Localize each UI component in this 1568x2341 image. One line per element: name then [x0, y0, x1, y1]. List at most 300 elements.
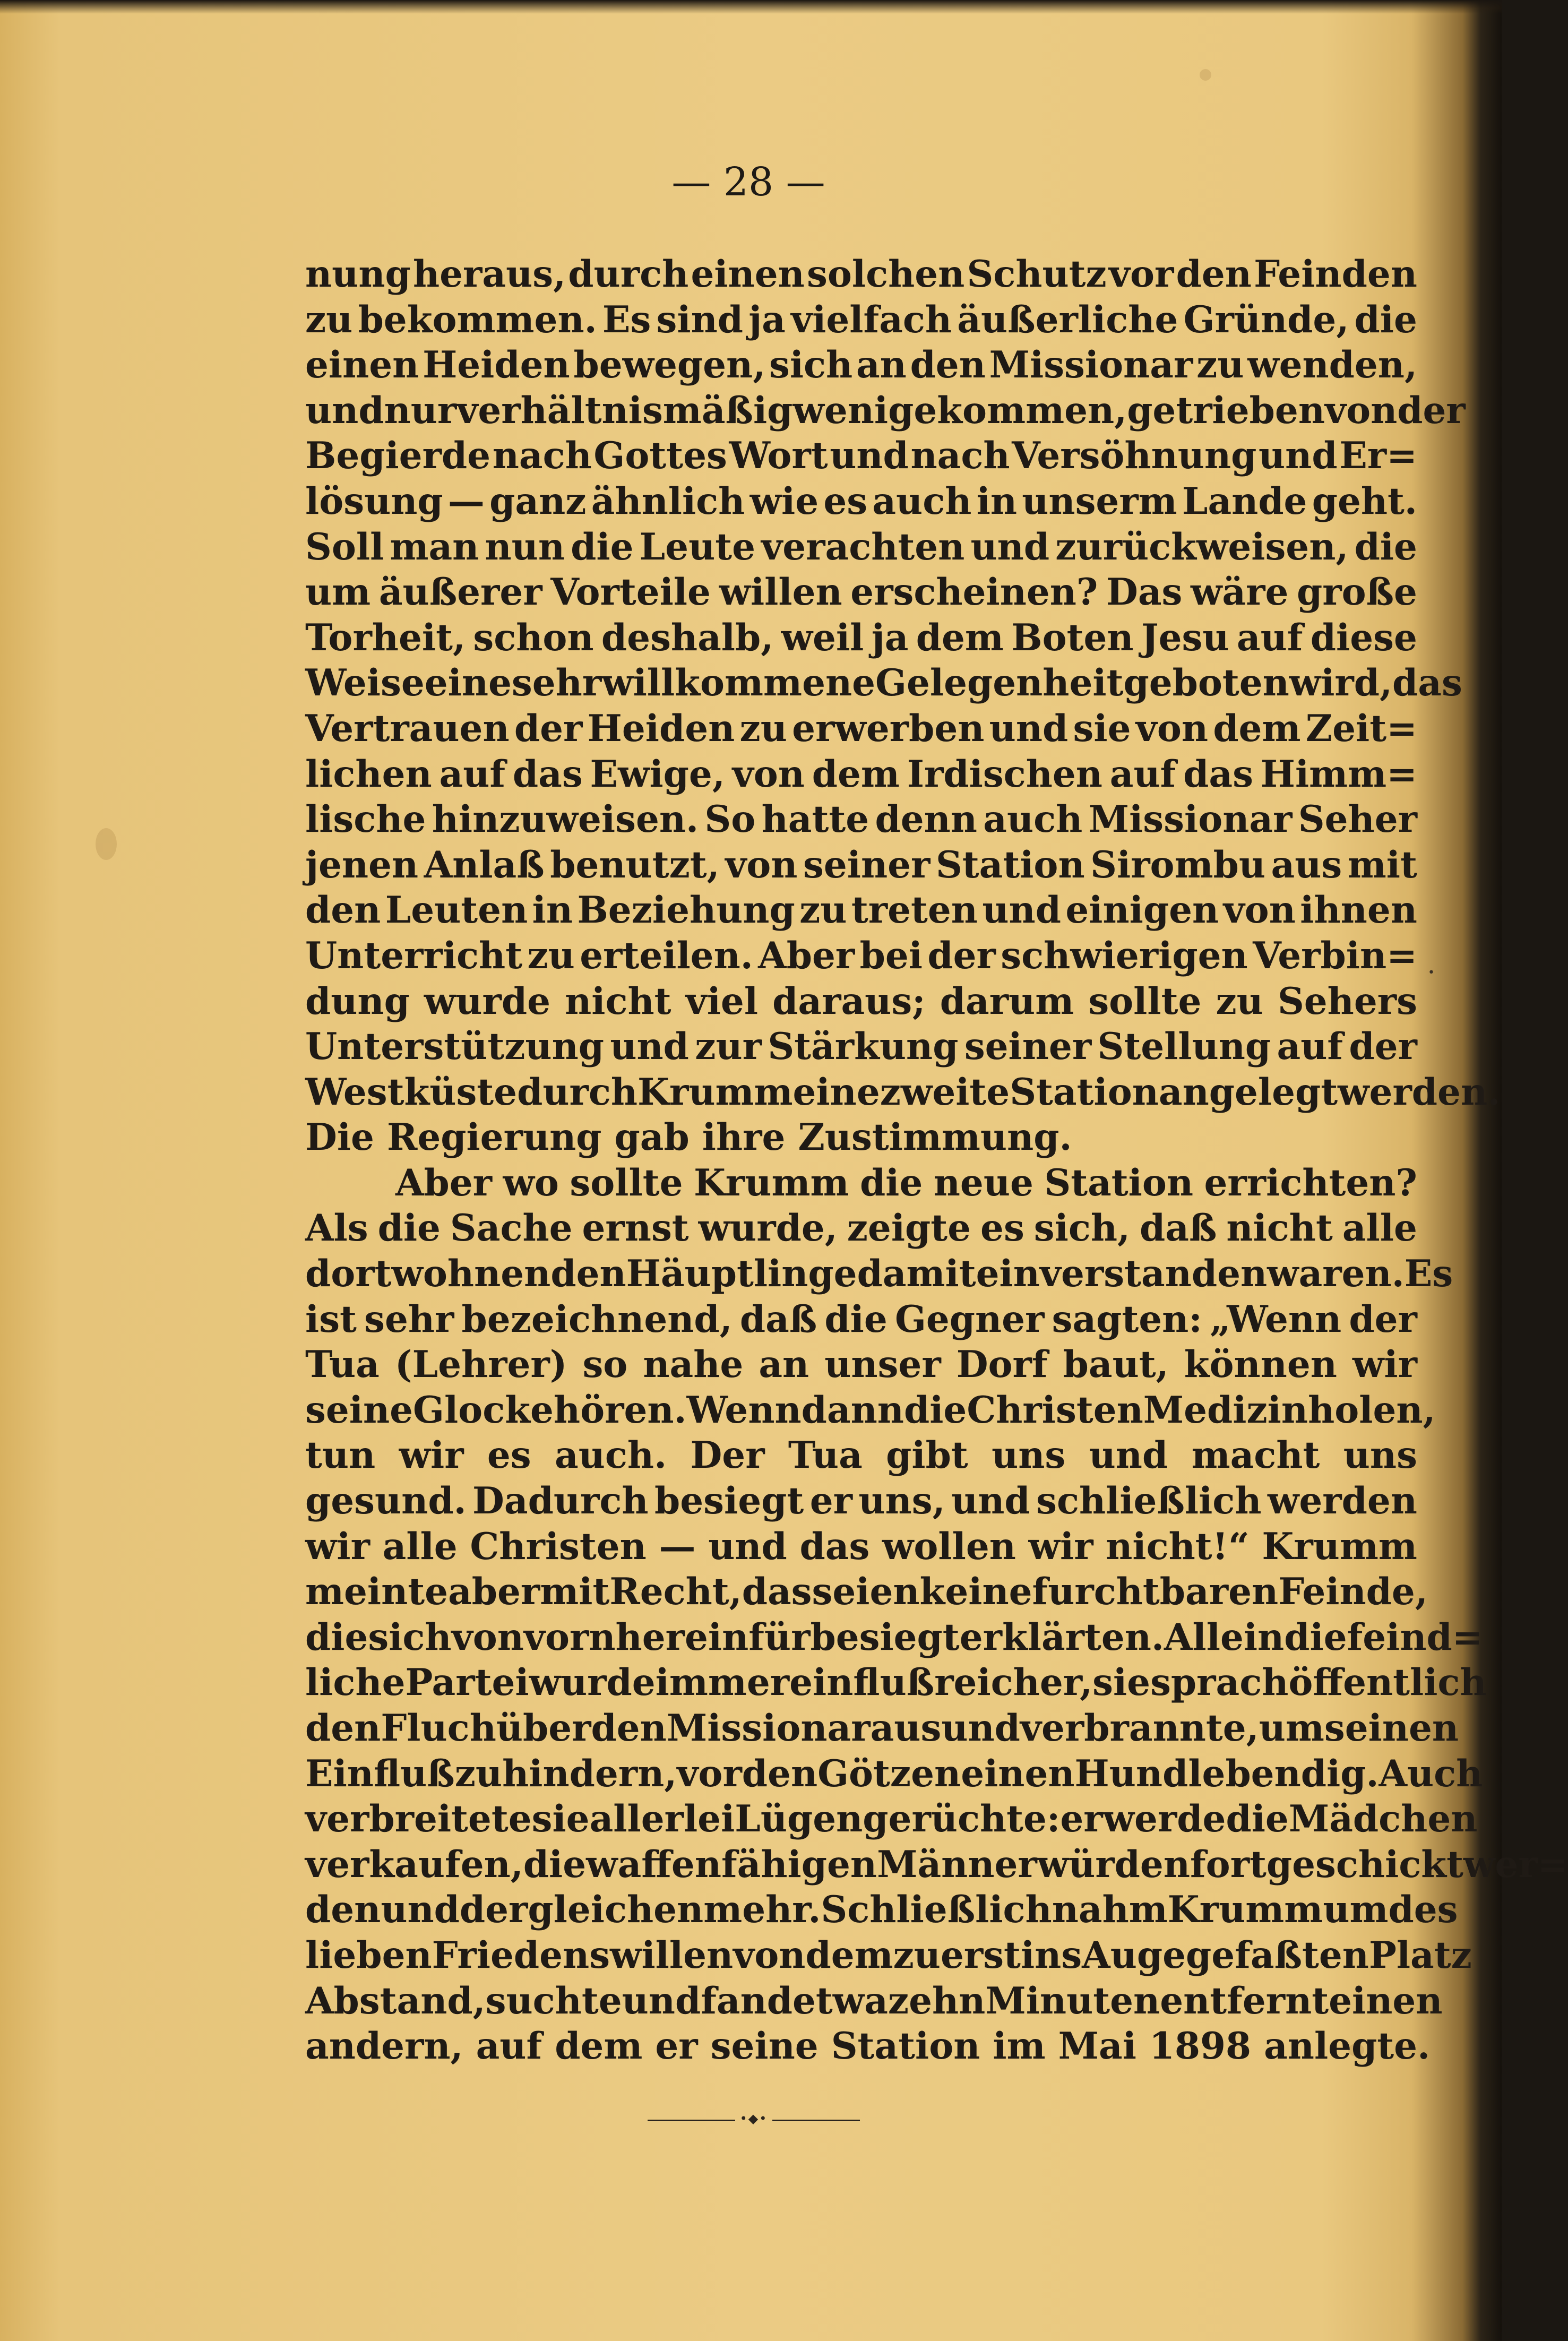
word: und	[708, 1525, 787, 1568]
word: nach	[492, 434, 592, 478]
word: diese	[1310, 616, 1417, 659]
text-line	[305, 706, 1417, 752]
word: sie	[1092, 1661, 1151, 1705]
paper-stain	[96, 828, 117, 860]
word: Aber	[395, 1161, 493, 1204]
word: Partei	[405, 1661, 529, 1705]
word: lebendig.	[1188, 1752, 1379, 1795]
word: Feinden	[1254, 253, 1417, 296]
word: viel	[685, 979, 759, 1023]
word: Westküste	[305, 1070, 518, 1114]
word: im	[993, 2025, 1058, 2068]
word: —	[447, 479, 485, 523]
word: Soll	[305, 525, 384, 569]
word: sagten:	[1052, 1297, 1202, 1341]
text-line	[305, 1524, 1417, 1570]
word: auch.	[555, 1434, 667, 1477]
word: zu	[799, 889, 847, 932]
word: Hund	[1074, 1752, 1188, 1795]
word: immer	[655, 1661, 790, 1705]
word: lische	[305, 798, 426, 841]
word: die	[1354, 298, 1417, 341]
word: sich,	[1033, 1207, 1131, 1250]
word: alle	[1342, 1207, 1417, 1250]
word: würden	[1037, 1843, 1190, 1886]
word: darum	[940, 979, 1074, 1023]
word: wie	[749, 479, 819, 523]
word: Mädchen	[1288, 1797, 1478, 1841]
word: gefaßten	[1186, 1933, 1369, 1977]
word: waren.	[1267, 1252, 1405, 1296]
word: uns	[992, 1434, 1066, 1477]
word: Einfluß	[305, 1752, 455, 1795]
word: und	[982, 889, 1061, 932]
word: So	[704, 798, 756, 841]
word: ins	[1020, 1933, 1082, 1977]
word: holen,	[1308, 1388, 1436, 1432]
word: Das	[1106, 571, 1183, 614]
word: äußerer	[378, 571, 542, 614]
word: wir	[305, 1525, 370, 1568]
word: durch	[517, 1070, 638, 1114]
word: zweite	[880, 1070, 1010, 1114]
word: wer=	[1463, 1843, 1568, 1886]
margin-mark: •	[1428, 966, 1435, 979]
text-line	[305, 1933, 1472, 1978]
word: deshalb,	[601, 616, 774, 659]
word: benutzt,	[550, 843, 720, 887]
word: einverstanden	[976, 1252, 1268, 1296]
word: aus	[1271, 843, 1342, 887]
word: ihre	[702, 1116, 798, 1159]
word: nun	[485, 525, 565, 569]
word: dem	[916, 616, 1004, 659]
word: Gelegenheit	[875, 661, 1124, 705]
word: daß	[739, 1297, 817, 1341]
word: Station	[831, 2025, 993, 2068]
word: er	[809, 1479, 852, 1523]
word: vornherein	[523, 1615, 749, 1659]
word: wurde	[424, 979, 550, 1023]
word: Stärkung	[768, 1025, 959, 1069]
word: Vertrauen	[305, 707, 510, 750]
word: 1898	[1149, 2025, 1264, 2068]
word: die	[903, 1388, 967, 1432]
text-line	[305, 1342, 1417, 1388]
word: dung	[305, 979, 410, 1023]
text-line	[305, 1433, 1417, 1478]
text-line	[305, 1660, 1487, 1706]
word: der	[1397, 389, 1466, 432]
text-line	[305, 1478, 1417, 1524]
word: verkaufen,	[305, 1843, 523, 1886]
word: unser	[824, 1343, 941, 1387]
word: hindern,	[502, 1752, 677, 1795]
word: Zustimmung.	[798, 1116, 1072, 1159]
word: baut,	[1063, 1343, 1169, 1387]
word: es	[823, 479, 868, 523]
word: willkommene	[601, 661, 876, 705]
word: Missionar	[989, 343, 1193, 387]
word: geht.	[1312, 479, 1417, 523]
word: einigen	[1065, 889, 1219, 932]
word: zurückweisen,	[1055, 525, 1349, 569]
word: hören.	[553, 1388, 687, 1432]
word: Station	[935, 843, 1085, 887]
word: lösung	[305, 479, 443, 523]
word: wo	[503, 1161, 559, 1204]
word: äußerliche	[957, 298, 1178, 341]
word: meinte	[305, 1570, 449, 1614]
word: Fluch	[381, 1707, 496, 1750]
word: Als	[305, 1207, 368, 1250]
word: und	[381, 1888, 460, 1932]
text-line	[305, 570, 1417, 615]
word: sollte	[1088, 979, 1202, 1023]
word: und	[941, 1707, 1020, 1750]
word: zeigte	[847, 1207, 971, 1250]
word: Tua	[305, 1343, 380, 1387]
word: er	[655, 2025, 711, 2068]
word: Medizin	[1143, 1388, 1308, 1432]
word: verbreitete	[305, 1797, 532, 1841]
text-line	[305, 660, 1462, 706]
text-line	[305, 1115, 1417, 1160]
word: auch	[983, 798, 1083, 841]
word: es	[980, 1207, 1024, 1250]
word: sehr	[511, 661, 602, 705]
ornament-dots: •◆•	[739, 2111, 768, 2126]
text-line	[305, 388, 1466, 434]
word: man	[390, 525, 479, 569]
word: Regierung	[386, 1116, 615, 1159]
text-line	[305, 1251, 1453, 1297]
word: von	[1324, 389, 1398, 432]
word: und	[989, 707, 1069, 750]
word: Auge	[1082, 1933, 1186, 1977]
word: den	[742, 1752, 818, 1795]
word: jenen	[305, 843, 419, 887]
word: furchtbaren	[1032, 1570, 1279, 1614]
word: Die	[305, 1116, 387, 1159]
word: und	[970, 525, 1050, 569]
word: Der	[690, 1434, 765, 1477]
word: Feinde,	[1278, 1570, 1428, 1614]
word: Häuptlinge	[626, 1252, 857, 1296]
word: gesund.	[305, 1479, 467, 1523]
word: Beziehung	[577, 889, 795, 932]
word: —	[659, 1525, 696, 1568]
word: ja	[871, 616, 909, 659]
word: solchen	[806, 253, 965, 296]
word: Station	[1044, 1161, 1194, 1204]
word: hatte	[761, 798, 869, 841]
paper-stain	[1200, 69, 1211, 81]
word: um	[1323, 1888, 1389, 1932]
word: erscheinen?	[850, 571, 1098, 614]
word: entfernt	[1160, 1979, 1329, 2022]
word: zur	[695, 1025, 762, 1069]
text-line	[305, 1024, 1417, 1070]
word: bewegen,	[573, 343, 766, 387]
word: Götzen	[817, 1752, 961, 1795]
text-line	[305, 1569, 1428, 1615]
page-number: — 28 —	[671, 159, 825, 205]
word: Torheit,	[305, 616, 466, 659]
word: mehr.	[703, 1888, 821, 1932]
word: einen	[305, 343, 419, 387]
word: das	[1392, 661, 1462, 705]
word: tun	[305, 1434, 376, 1477]
word: große	[1296, 571, 1417, 614]
word: schwierigen	[1001, 934, 1248, 977]
text-line	[305, 1206, 1417, 1251]
word: mit	[1347, 843, 1417, 887]
word: wir	[1352, 1343, 1417, 1387]
word: Dorf	[956, 1343, 1048, 1387]
word: verachten	[761, 525, 965, 569]
word: sich	[769, 343, 853, 387]
word: gab	[614, 1116, 702, 1159]
word: dem	[805, 1933, 893, 1977]
word: sich	[368, 1615, 452, 1659]
word: nach	[910, 434, 1010, 478]
word: an	[759, 1343, 809, 1387]
word: einen	[961, 1752, 1075, 1795]
word: wollen	[882, 1525, 1016, 1568]
word: mit	[540, 1570, 610, 1614]
word: dem	[1213, 707, 1301, 750]
word: auf	[476, 2025, 555, 2068]
word: auf	[1109, 752, 1176, 796]
word: Irdischen	[907, 752, 1102, 796]
word: erwerben	[792, 707, 985, 750]
word: fand	[701, 1979, 793, 2022]
word: wir	[399, 1434, 464, 1477]
word: das	[512, 752, 583, 796]
word: die	[305, 1615, 368, 1659]
word: über	[496, 1707, 591, 1750]
word: wenden,	[1247, 343, 1417, 387]
word: nicht!“	[1106, 1525, 1250, 1568]
word: von	[1135, 707, 1209, 750]
text-line	[305, 1887, 1458, 1933]
word: und	[1259, 434, 1338, 478]
word: zuerst	[893, 1933, 1021, 1977]
word: den	[1176, 253, 1252, 296]
word: seine	[305, 1388, 413, 1432]
word: Christen	[967, 1388, 1143, 1432]
word: Ewige,	[590, 752, 725, 796]
word: Boten	[1011, 616, 1134, 659]
word: Minuten	[985, 1979, 1160, 2022]
word: wurde,	[698, 1207, 838, 1250]
word: Missionar	[1088, 798, 1293, 841]
word: andern,	[305, 2025, 476, 2068]
word: von	[1223, 889, 1296, 932]
text-line	[305, 933, 1417, 979]
text-line	[305, 252, 1417, 297]
word: verhältnismäßig	[456, 389, 793, 432]
word: Männer	[877, 1843, 1037, 1886]
word: auch	[872, 479, 972, 523]
word: Stellung	[1097, 1025, 1271, 1069]
word: nung	[305, 253, 411, 296]
word: Anlaß	[424, 843, 545, 887]
word: Jesu	[1141, 616, 1229, 659]
word: Schließlich	[821, 1888, 1052, 1932]
word: sprach	[1150, 1661, 1289, 1705]
word: und	[951, 1479, 1030, 1523]
word: er	[1060, 1797, 1103, 1841]
word: lichen	[305, 752, 432, 796]
word: werde	[1102, 1797, 1226, 1841]
word: wohnenden	[391, 1252, 626, 1296]
word: heraus,	[412, 253, 566, 296]
word: nahm	[1052, 1888, 1168, 1932]
word: die	[859, 1161, 923, 1204]
word: für	[748, 1615, 811, 1659]
word: seinen	[1324, 1707, 1459, 1750]
text-line	[305, 1842, 1568, 1888]
word: die	[1226, 1797, 1289, 1841]
word: es	[487, 1434, 531, 1477]
word: der	[514, 707, 583, 750]
word: Himm=	[1260, 752, 1417, 796]
word: das	[742, 1570, 812, 1614]
word: Seher	[1298, 798, 1417, 841]
word: Mai	[1058, 2025, 1149, 2068]
word: alle	[382, 1525, 458, 1568]
word: nicht	[1226, 1207, 1333, 1250]
word: von	[733, 1933, 806, 1977]
word: uns,	[858, 1479, 945, 1523]
word: die	[1284, 1615, 1347, 1659]
word: suchte	[485, 1979, 622, 2022]
word: Zeit=	[1305, 707, 1417, 750]
word: Weise	[305, 661, 425, 705]
word: etwa	[792, 1979, 888, 2022]
text-line	[305, 1388, 1436, 1433]
word: dem	[555, 2025, 656, 2068]
word: Krumm	[693, 1161, 849, 1204]
word: in	[532, 889, 573, 932]
word: aber	[448, 1570, 540, 1614]
word: liche	[305, 1661, 406, 1705]
word: zu	[454, 1752, 503, 1795]
text-line	[305, 888, 1417, 933]
word: Wenn	[686, 1388, 802, 1432]
word: damit	[857, 1252, 976, 1296]
word: an	[856, 343, 907, 387]
word: um	[305, 571, 371, 614]
word: unserm	[1022, 479, 1177, 523]
word: seine	[710, 2025, 831, 2068]
text-line	[305, 979, 1417, 1025]
word: Unterstützung	[305, 1025, 604, 1069]
word: sehr	[364, 1297, 454, 1341]
word: Gründe,	[1183, 298, 1349, 341]
word: seiner	[803, 843, 931, 887]
text-line	[305, 479, 1417, 524]
word: angelegt	[1158, 1070, 1338, 1114]
word: Tua	[788, 1434, 863, 1477]
word: waffenfähigen	[586, 1843, 877, 1886]
word: zu	[1216, 979, 1263, 1023]
text-line	[305, 2024, 1431, 2069]
word: Es	[602, 298, 651, 341]
word: zu	[305, 298, 353, 341]
word: nahe	[643, 1343, 744, 1387]
word: Leuten	[385, 889, 528, 932]
word: Lügengerüchte:	[735, 1797, 1061, 1841]
word: (Lehrer)	[394, 1343, 567, 1387]
word: ernst	[582, 1207, 689, 1250]
word: die	[523, 1843, 587, 1886]
word: Christen	[470, 1525, 647, 1568]
word: den	[305, 1707, 381, 1750]
word: verbrannte,	[1020, 1707, 1259, 1750]
word: willen	[719, 571, 842, 614]
text-line	[305, 842, 1417, 888]
word: erteilen.	[580, 934, 753, 977]
word: den	[910, 343, 986, 387]
word: die	[571, 525, 634, 569]
word: hinzuweisen.	[432, 798, 699, 841]
word: Sache	[450, 1207, 573, 1250]
word: geboten	[1123, 661, 1289, 705]
word: Vorteile	[550, 571, 711, 614]
word: werden	[1267, 1479, 1417, 1523]
word: Recht,	[609, 1570, 742, 1614]
word: einen	[1329, 1979, 1443, 2022]
word: eine	[792, 1070, 880, 1114]
word: Abstand,	[305, 1979, 486, 2022]
word: von	[451, 1615, 524, 1659]
text-line	[305, 797, 1417, 842]
word: eine	[424, 661, 512, 705]
text-line	[305, 342, 1417, 388]
word: werden.	[1338, 1070, 1501, 1114]
word: besiegt	[654, 1479, 804, 1523]
word: weil	[781, 616, 864, 659]
word: anlegte.	[1264, 2025, 1431, 2068]
word: die	[824, 1297, 888, 1341]
word: Unterricht	[305, 934, 523, 977]
word: so	[582, 1343, 628, 1387]
text-line	[305, 433, 1417, 479]
word: zu	[527, 934, 575, 977]
word: zu	[739, 707, 787, 750]
word: bekommen.	[358, 298, 597, 341]
word: treten	[851, 889, 978, 932]
word: vor	[1108, 253, 1174, 296]
word: daraus;	[772, 979, 926, 1023]
word: Lande	[1182, 479, 1307, 523]
word: neue	[933, 1161, 1033, 1204]
word: von	[725, 843, 798, 887]
word: Begierde	[305, 434, 491, 478]
word: auf	[439, 752, 506, 796]
word: ähnlich	[591, 479, 745, 523]
word: und	[610, 1025, 689, 1069]
word: das	[799, 1525, 870, 1568]
word: Schutz	[967, 253, 1107, 296]
word: Aber	[758, 934, 855, 977]
word: ist	[305, 1297, 357, 1341]
word: Glocke	[413, 1388, 554, 1432]
word: die	[1354, 525, 1417, 569]
